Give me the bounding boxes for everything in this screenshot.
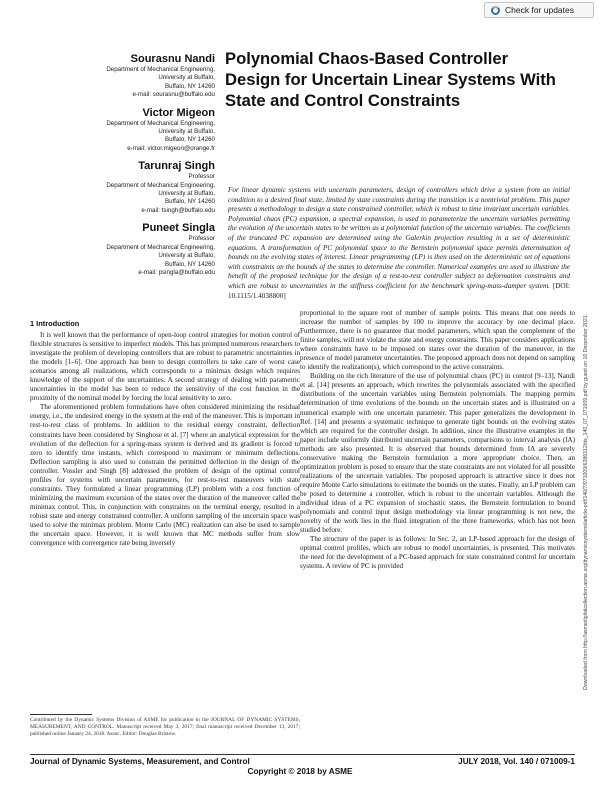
author-affiliation: University at Buffalo, [158,128,215,136]
refresh-icon [491,6,500,15]
download-notice [583,210,591,690]
author-name: Tarunraj Singh [138,160,215,173]
author-affiliation: Buffalo, NY 14260 [165,198,215,206]
paragraph: It is well known that the performance of open-loop control strategies for motion control of flexible structures is sensitive to imperfect models. This has prompted numerous researchers to investigate the problem of developing controllers that are robust to parametric uncertainties in the models [1–6]. One approach has been to design controllers to take care of worst case scenarios among all realizations, which corresponds to a minimax design which requires knowledge of the support of the uncertainties. A second strategy of dealing with parametric uncertainties in the model has been to reduce the sensitivity of the cost function in the proximity of the nominal model by forcing the local sensitivity to zero. [30,331,300,403]
body-column-left [30,331,300,706]
author-block [10,222,215,277]
author-affiliation: Department of Mechanical Engineering, [106,243,215,251]
footer-issue: JULY 2018, Vol. 140 / 071009-1 [458,757,575,766]
footnote-divider [30,714,92,715]
author-name: Puneet Singla [142,222,215,235]
author-role: Professor [188,173,215,181]
author-email: e-mail: psingla@buffalo.edu [138,268,215,276]
author-role: Professor [188,235,215,243]
author-email: e-mail: victor.migeon@orange.fr [127,144,215,152]
author-affiliation: University at Buffalo, [158,252,215,260]
footer-divider [30,754,575,755]
section-heading: 1 Introduction [30,319,80,328]
paragraph: Building on the rich literature of the use of polynomial chaos (PC) in control [9–13], Nandi et al. [14] presents an approach, which rewrites the polynomials associated with the specified distributions of the uncertain variables using Bernstein polynomials. The mapping permits determination of time evolutions of the bounds on the uncertain states and is illustrated on a numerical example with one uncertain parameter. This paper generalizes the development in Ref. [14] and presents a systematic technique to generate tight bounds on the evolving states which are required for the controller design. In addition, since the illustrative examples in the paper include uniformly distributed uncertain parameters, comparisons to interval analysis (IA) methods are also presented. It is observed that bounds determined from IA are severely conservative making the Bernstein formulation a more appropriate choice. Then, an optimization problem is posed to ensure that the state constraints are not violated for all possible realizations of the uncertain variables. The proposed approach is attractive since it does not require Monte Carlo simulations to estimate the bounds on the states. Finally, an LP problem can be posed to determine a controller, which is robust to the uncertain variables. Although the individual ideas of a PC expansion of stochastic states, the Bernstein formulation to bound polynomials and control input design methodology via linear programming is not new, the novelty of the work lies in the fluid integration of the three frameworks, which has not been studied before. [300,372,575,535]
author-name: Sourasnu Nandi [130,53,215,65]
author-list [10,53,215,284]
check-for-updates-label: Check for updates [505,5,574,15]
download-notice-text: Downloaded from http://asmedigitalcollection.asme.org/dynamicsystems/article-pdf/140/7/071009/6286312/ds_140_07_071009.pdf by guest on 10 December 2021 [583,315,589,690]
author-email: e-mail: tsingh@buffalo.edu [141,206,215,214]
author-affiliation: University at Buffalo, [158,190,215,198]
footer-journal-name: Journal of Dynamic Systems, Measurement, and Control [30,757,250,766]
author-affiliation: University at Buffalo, [158,74,215,82]
abstract [228,186,570,301]
author-affiliation: Department of Mechanical Engineering, [106,66,215,73]
author-affiliation: Buffalo, NY 14260 [165,260,215,268]
paper-title: Polynomial Chaos-Based Controller Design for Uncertain Linear Systems With State and Control Constraints [225,49,556,110]
author-block [10,160,215,215]
author-affiliation: Buffalo, NY 14260 [165,136,215,144]
author-name: Victor Migeon [142,106,215,119]
paragraph: The aforementioned problem formulations have often considered minimizing the residual energy, i.e., the undesired energy in the system at the end of the maneuver. This is important in rest-to-rest class of problems. In addition to the residual energy constraint, deflection constraints have been considered by Singhose et al. [7] where an analytical expression for the evolution of the deflection for a spring-mass system is derived and its gradient is forced to zero to identify time instants, which correspond to maximum or minimum deflections. Deflection sampling is also used to constrain the permitted deflection in the design of the controller. Vossler and Singh [8] addressed the problem of design of the optimal control profiles for systems with uncertain parameters, for rest-to-rest maneuvers with state constraints. They formulated a linear programming (LP) problem with a cost function of minimizing the maximum excursion of the states over the duration of the maneuver called the minimax control. This, in conjunction with constraints on the terminal energy, resulted in a robust state and energy constrained controller. A uniform sampling of the uncertain space was used to solve the minimax problem. Monte Carlo (MC) realization can also be used to sample the uncertain space. However, it is well known that MC methods suffer from slow convergence with convergence rate being inversely [30,403,300,548]
author-affiliation: Buffalo, NY 14260 [165,82,215,90]
author-block [10,53,215,100]
author-block [10,107,215,154]
footnote: Contributed by the Dynamic Systems Division of ASME for publication in the JOURNAL OF DYNAMIC SYSTEMS, MEASUREMENT, AND CONTROL. Manuscript received May 3, 2017; final manuscript received December 13, 2017; published online January 24, 2018. Assoc. Editor: Douglas Bristow. [30,717,300,737]
check-for-updates-button[interactable] [484,2,594,18]
author-email: e-mail: sourasnu@buffalo.edu [132,91,215,99]
doi-link[interactable]: [DOI: 10.1115/1.4038800] [228,281,571,300]
footer-copyright: Copyright © 2018 by ASME [247,767,353,776]
body-column-right [300,309,575,772]
paragraph: The structure of the paper is as follows: In Sec. 2, an LP-based approach for the design of optimal control profiles, which are robust to model uncertainties, is presented. This motivates the need for the development of a PC-based approach for state constrained control for uncertain systems. A review of PC is provided [300,535,575,571]
author-affiliation: Department of Mechanical Engineering, [106,119,215,127]
paragraph: proportional to the square root of number of sample points. This means that one needs to increase the number of samples by 100 to improve the accuracy by one decimal place. Furthermore, there is no guarantee that model parameters, which span the complement of the finite samples, will not violate the state and energy constraints. This paper considers applications where constraints have to be imposed on states over the duration of the maneuver, in the presence of model parameter uncertainties. The proposed approach does not depend on sampling to identify the realization(s), which correspond to the active constraints. [300,309,575,372]
abstract-text: For linear dynamic systems with uncertain parameters, design of controllers which drive a system from an initial condition to a desired final state, limited by state constraints during the transition is a nontrivial problem. This paper presents a methodology to design a state constrained controller, which is robust to time invariant uncertain variables. Polynomial chaos (PC) expansion, a spectral expansion, is used to parameterize the uncertain variables permitting the evolution of the uncertain states to be written as a polynomial function of the uncertain variables. The coefficients of the truncated PC expansion are determined using the Galerkin projection resulting in a set of deterministic equations. A transformation of PC polynomial space to the Bernstein polynomial space permits determination of bounds on the evolving states of interest. Linear programming (LP) is then used on the deterministic set of equations with constraints on the bounds of the states to determine the controller. Numerical examples are used to illustrate the benefit of the proposed technique for the design of a rest-to-rest controller subject to deformation constraints and which are robust to uncertainties in the stiffness coefficient for the benchmark spring-mass-damper system. [228,186,570,290]
author-affiliation: Department of Mechanical Engineering, [106,181,215,189]
